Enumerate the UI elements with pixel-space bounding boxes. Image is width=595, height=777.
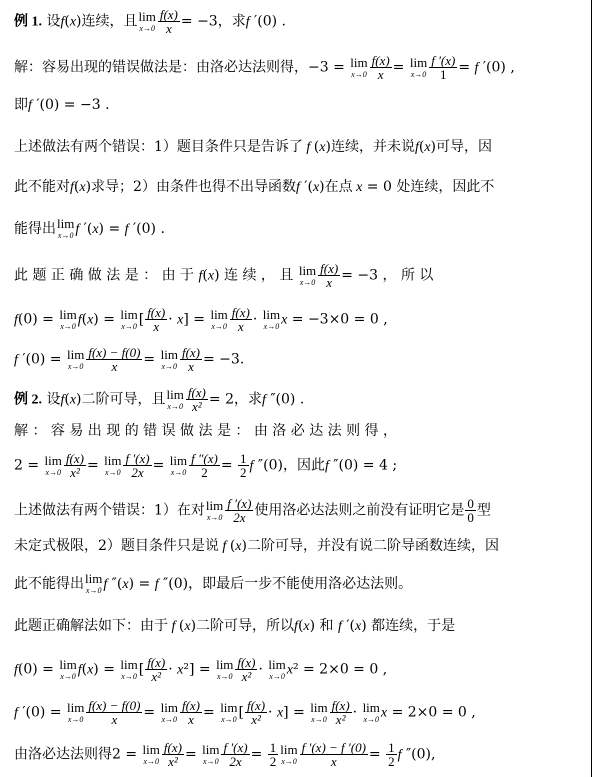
ex1-correct-step2: f ′(0) = lim x→0 $\frac{f(x) - f(0)}{x}$ = lim x→0 $\frac{f(x)}{x}$ = −3. [14, 345, 245, 374]
ex2-correct-step1: f(0) = lim x→0 f(x) = lim x→0 [ $\frac{f(x)}{\text{x²}}$ · x²] = lim x→0 $\frac{f(x)}{\text{x²}}$ · lim x→0 x² = 2×0 = 0 , [14, 655, 388, 684]
ex1-correct-step1: f(0) = lim x→0 f(x) = lim x→0 [ $\frac{f(x)}{x}$ · x] = lim x→0 $\frac{f(x)}{x}$ · lim x→0 x = −3×0 = 0 , [14, 305, 388, 334]
ex2-correct-step3: 由洛必达法则得2 = lim x→0 $\frac{f(x)}{\text{x²}}$ = lim x→0 $\frac{f '(x)}{2x}$ = $\frac{1}{2}$ lim x→0 $\frac{f '(x) - f '(0)}{x}$ = $\frac{1}{2}$ f ″(0), [14, 740, 436, 769]
ex1-correct-intro: 此 题 正 确 做 法 是 ： 由 于 f(x) 连 续 ， 且 lim x→0 $\frac{f(x)}{x}$ = −3 ， 所 以 [14, 261, 434, 290]
ex1-wrong-solution: 解：容易出现的错误做法是：由洛必达法则得，−3 = lim x→0 $\frac{f(x)}{x}$ = lim x→0 $\frac{f '(x)}{1}$ = f ′(0) , [14, 53, 515, 82]
page-border [591, 0, 592, 777]
ex2-question: 例 2. 设f(x)二阶可导，且 lim x→0 $\frac{f(x)}{\text{x²}}$ = 2，求f ″(0) . [14, 385, 305, 414]
ex2-correct-step2: f ′(0) = lim x→0 $\frac{f(x) - f(0)}{x}$ = lim x→0 $\frac{f(x)}{x}$ = lim x→0 [ $\frac{f(x)}{\text{x²}}$ · x] = lim x→0 $\frac{f(x)}{\text{x²}}$ · lim x→0 x = 2×0 = 0 , [14, 698, 476, 727]
ex1-error-line3: 能得出 lim x→0 f ′(x) = f ′(0) . [14, 216, 165, 240]
ex1-title: 例 1 [14, 14, 39, 30]
ex1-error-line2: 此不能对f(x)求导；2）由条件也得不出导函数f ′(x)在点 x = 0 处连续，因此不 [14, 179, 495, 195]
ex2-correct-intro: 此题正确解法如下：由于 f (x)二阶可导，所以f(x) 和 f ′(x) 都连续，于是 [14, 618, 456, 634]
ex1-error-line1: 上述做法有两个错误：1）题目条件只是告诉了 f (x)连续，并未说f(x)可导，因 [14, 139, 492, 155]
ex2-error-line1: 上述做法有两个错误：1）在对 lim x→0 $\frac{f '(x)}{2x}$ 使用洛必达法则之前没有证明它是 $\frac{0}{0}$ 型 [14, 496, 491, 525]
ex2-wrong-label: 解 ： 容 易 出 现 的 错 误 做 法 是 ： 由 洛 必 达 法 则 得 ， [14, 423, 398, 439]
ex1-question: 例 1. 设f(x)连续，且 lim x→0 $\frac{f(x)}{x}$ = −3，求f ′(0) . [14, 7, 286, 36]
ex2-error-line3: 此不能得出 lim x→0 f ″(x) = f ″(0)，即最后一步不能使用洛必达法则。 [14, 571, 413, 595]
ex2-error-line2: 未定式极限，2）题目条件只是说 f (x)二阶可导，并没有说二阶导函数连续，因 [14, 538, 499, 554]
ex1-wrong-conclusion: 即f ′(0) = −3 . [14, 97, 110, 113]
ex2-title: 例 2 [14, 392, 39, 408]
ex2-wrong-chain: 2 = lim x→0 $\frac{f(x)}{\text{x²}}$ = lim x→0 $\frac{f '(x)}{2x}$ = lim x→0 $\frac{f ''(x)}{2}$ = $\frac{1}{2}$ f ″(0)，因此f ″(0) = 4 ; [14, 451, 398, 480]
